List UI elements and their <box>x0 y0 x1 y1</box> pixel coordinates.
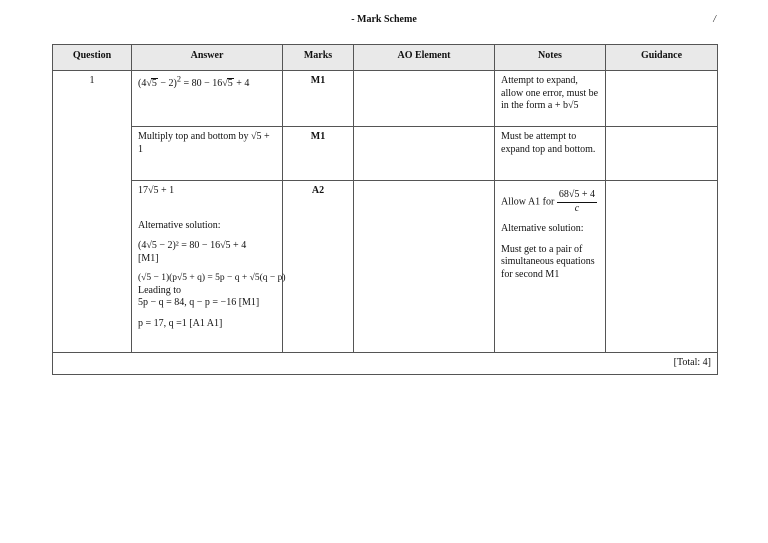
column-header-marks: Marks <box>283 45 354 71</box>
column-header-answer: Answer <box>132 45 283 71</box>
total-marks: [Total: 4] <box>53 353 718 375</box>
question-number: 1 <box>53 71 132 353</box>
ao-element-cell <box>354 181 495 353</box>
answer-expansion: $(4√5 - 2)^2 = 80 - 16√5 + 4$ <box>138 75 250 90</box>
alt-expansion: (4√5 − 2)² = 80 − 16√5 + 4 <box>138 240 247 251</box>
guidance-cell <box>606 181 718 353</box>
mark-scheme-table <box>52 44 718 375</box>
document-title: - Mark Scheme <box>351 14 417 25</box>
marks-cell: A2 <box>283 181 354 353</box>
notes-simultaneous: Must get to a pair of simultaneous equations for second M1 <box>501 243 595 280</box>
total-row <box>53 353 718 375</box>
table-header-row <box>53 45 718 71</box>
table-row <box>53 127 718 181</box>
guidance-cell <box>606 71 718 127</box>
page-number: / <box>713 14 716 25</box>
ao-element-cell <box>354 127 495 181</box>
column-header-question: Question <box>53 45 132 71</box>
ao-element-cell <box>354 71 495 127</box>
notes-cell: Must be attempt to expand top and bottom. <box>495 127 606 181</box>
fraction-numerator: 68√5 + 4 <box>557 189 597 203</box>
alt-equations: 5p − q = 84, q − p = −16 [M1] <box>138 297 260 309</box>
alternative-label: Alternative solution: <box>138 219 221 231</box>
marks-cell: M1 <box>283 127 354 181</box>
allowed-fraction <box>557 189 597 215</box>
notes-allow: Allow A1 for <box>501 196 555 208</box>
column-header-notes: Notes <box>495 45 606 71</box>
alt-product: (√5 − 1)(p√5 + q) = 5p − q + √5(q − p) <box>138 273 286 283</box>
table-row <box>53 181 718 353</box>
notes-alternative: Alternative solution: <box>501 223 584 234</box>
notes-cell: Attempt to expand, allow one error, must be in the form a + b√5 <box>495 71 606 127</box>
answer-cell <box>132 181 286 353</box>
notes-cell <box>495 181 606 353</box>
column-header-ao-element: AO Element <box>354 45 495 71</box>
answer-cell: Multiply top and bottom by √5 + 1 <box>132 127 283 181</box>
leading-to: Leading to <box>138 284 182 296</box>
fraction-denominator: c <box>574 202 580 214</box>
answer-cell <box>132 71 283 127</box>
alt-solution: p = 17, q =1 [A1 A1] <box>138 317 223 329</box>
guidance-cell <box>606 127 718 181</box>
marks-cell: M1 <box>283 71 354 127</box>
page-header <box>0 14 768 28</box>
table-row <box>53 71 718 127</box>
alt-mark-1: [M1] <box>138 252 159 264</box>
final-answer: 17√5 + 1 <box>138 185 175 196</box>
column-header-guidance: Guidance <box>606 45 718 71</box>
